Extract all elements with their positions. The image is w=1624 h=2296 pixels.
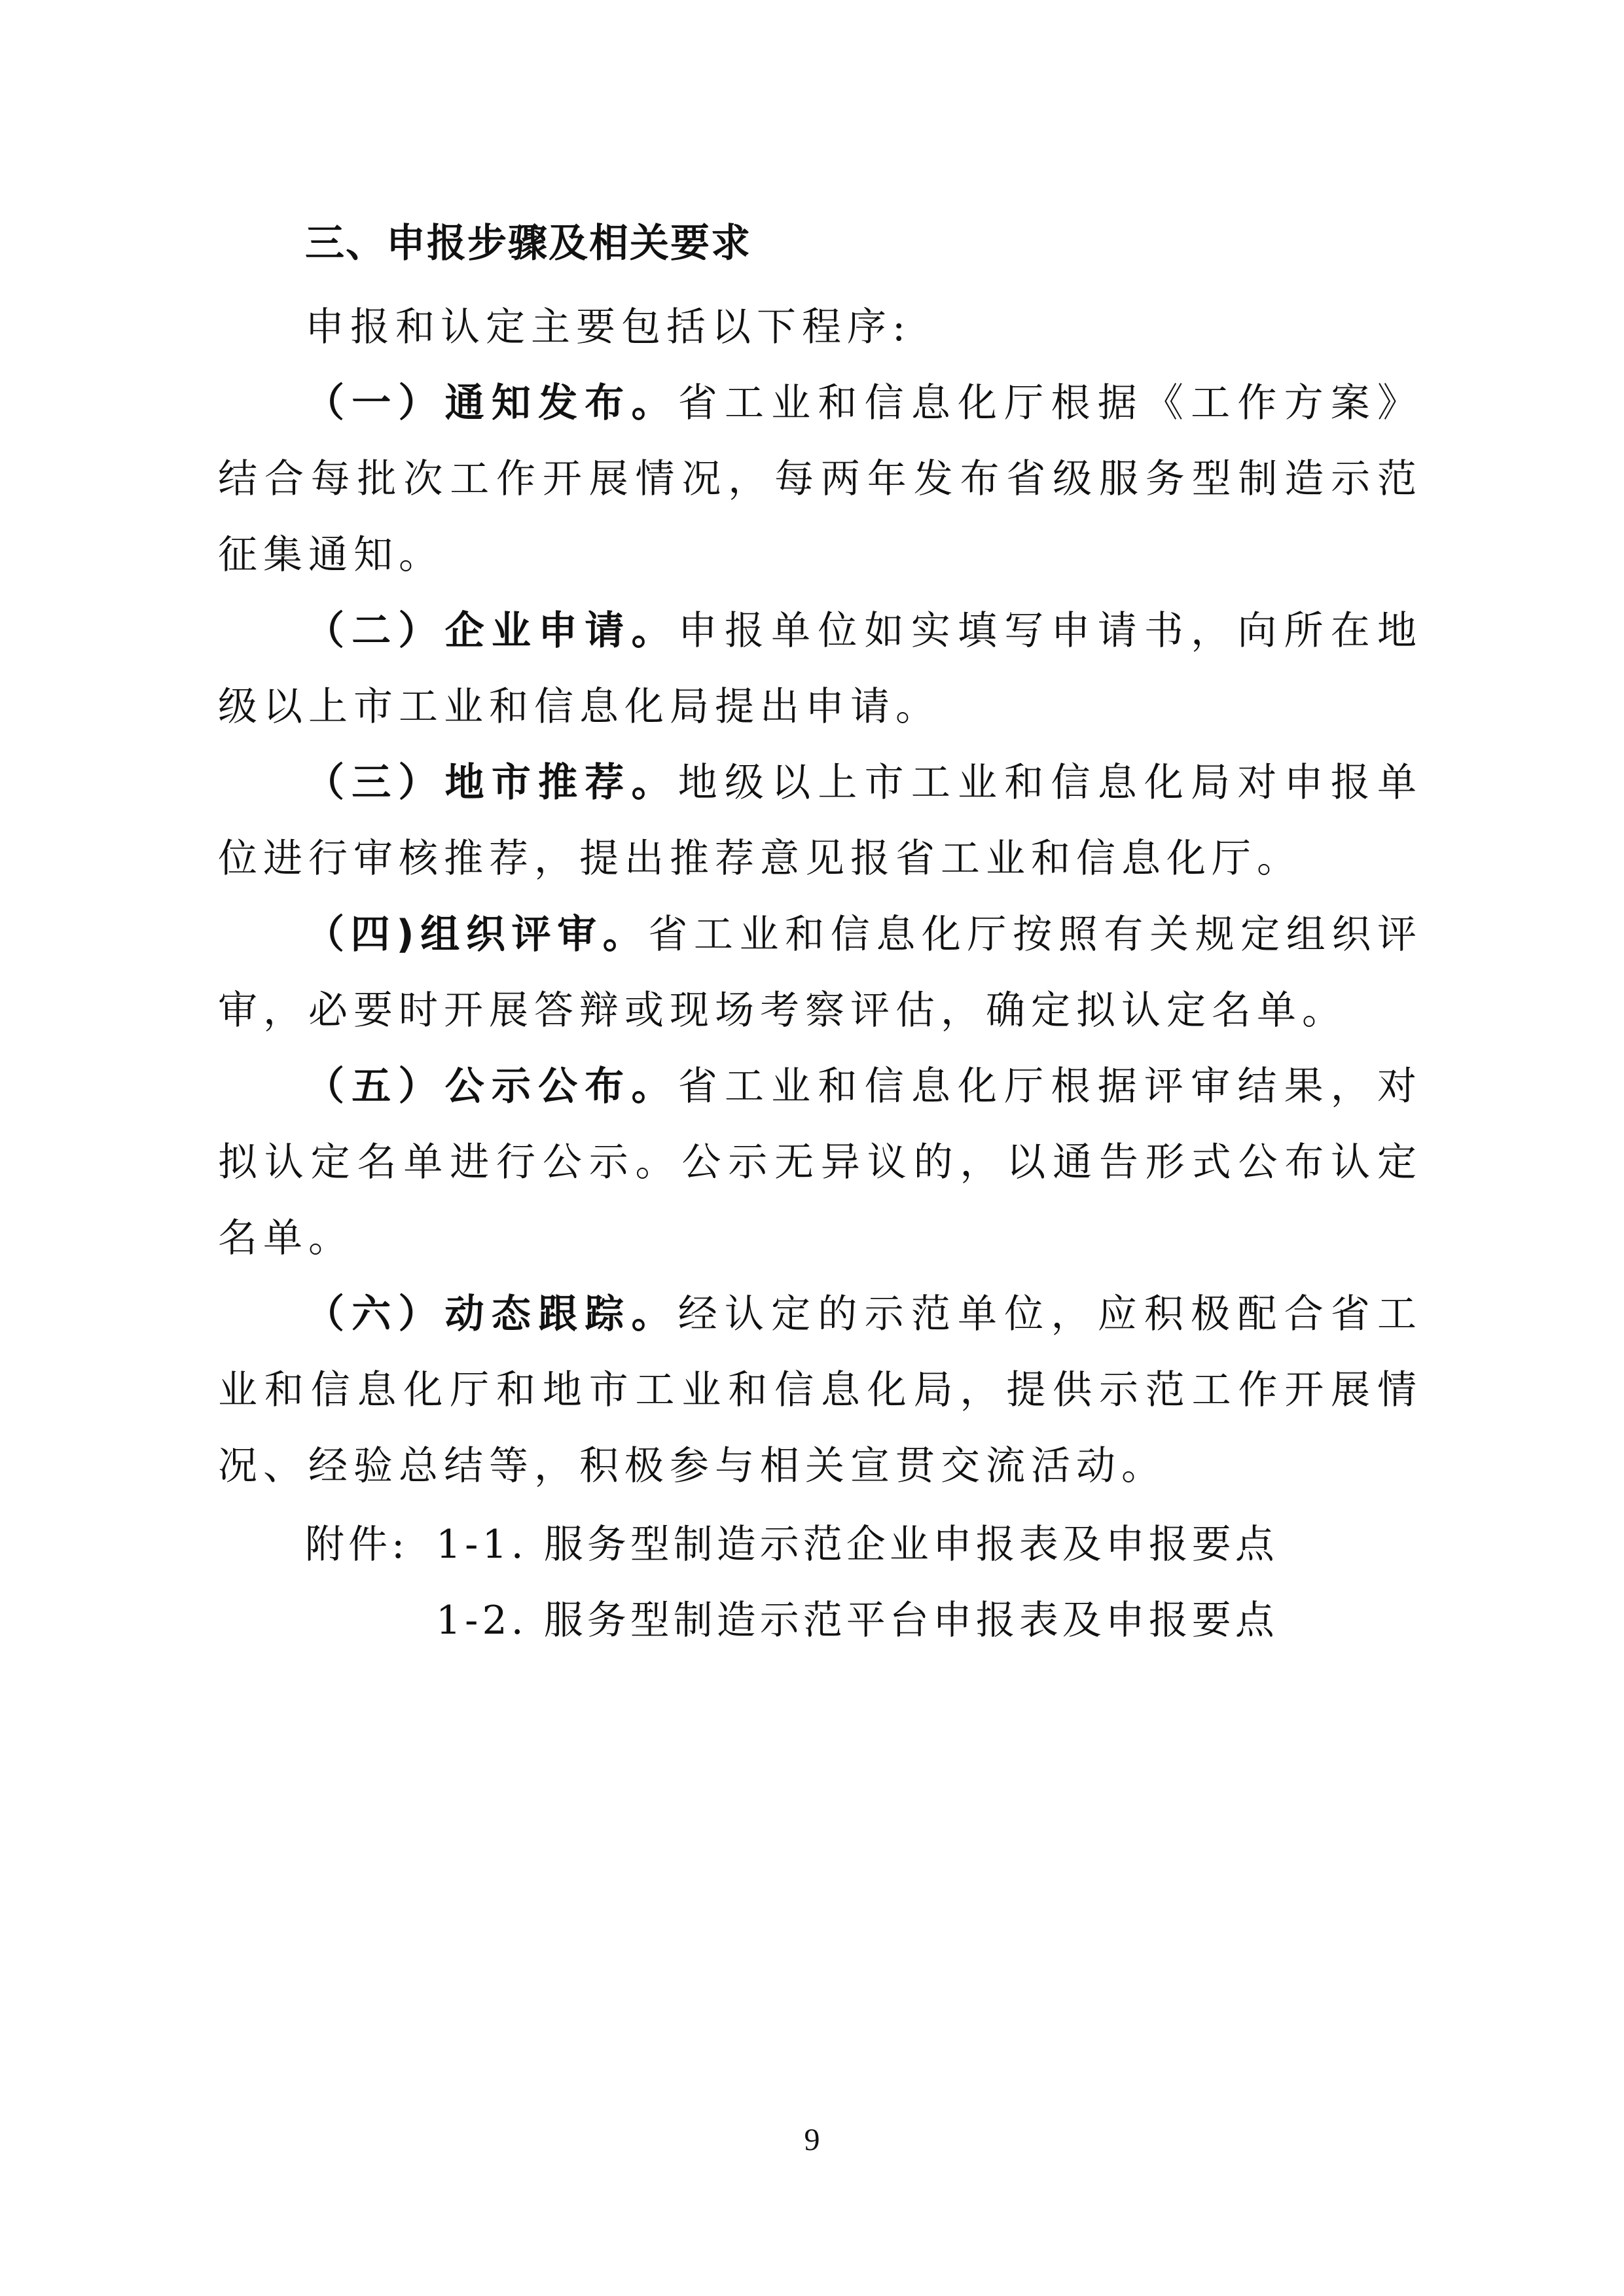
- step-text: 申报单位如实填写申请书，向所在地级以上市工业和信息化局提出申请。: [218, 608, 1423, 730]
- page-number: 9: [804, 2123, 820, 2157]
- step-paragraph-2: [218, 593, 1422, 745]
- step-paragraph-1: [218, 365, 1422, 593]
- step-text: 省工业和信息化厅根据评审结果，对拟认定名单进行公示。公示无异议的，以通告形式公布认定名单。: [218, 1064, 1423, 1261]
- attachment-row: [305, 1583, 1278, 1659]
- step-paragraph-5: [218, 1049, 1422, 1276]
- step-paragraph-6: [218, 1276, 1422, 1504]
- attachments-list: [305, 1507, 1278, 1659]
- step-title: （五）公示公布。: [305, 1064, 678, 1109]
- body-text: [218, 289, 1422, 1504]
- attachments-label: 附件:: [305, 1522, 409, 1568]
- step-text: 省工业和信息化厅按照有关规定组织评审，必要时开展答辩或现场考察评估，确定拟认定名单。: [218, 912, 1422, 1033]
- step-title: （二）企业申请。: [305, 608, 678, 654]
- step-text: 地级以上市工业和信息化局对申报单位进行审核推荐，提出推荐意见报省工业和信息化厅。: [218, 760, 1423, 882]
- step-title: （六）动态跟踪。: [305, 1291, 678, 1337]
- step-title: （四)组织评审。: [305, 912, 649, 958]
- step-text: 经认定的示范单位，应积极配合省工业和信息化厅和地市工业和信息化局，提供示范工作开展情况、经验总结等，积极参与相关宣贯交流活动。: [218, 1291, 1423, 1489]
- attachment-row: [305, 1507, 1278, 1583]
- attachment-indent: [305, 1583, 436, 1659]
- intro-paragraph: 申报和认定主要包括以下程序:: [305, 304, 912, 350]
- step-title: （三）地市推荐。: [305, 760, 678, 806]
- step-text: 省工业和信息化厅根据《工作方案》结合每批次工作开展情况，每两年发布省级服务型制造示范征集通知。: [218, 380, 1423, 578]
- attachment-item: 1-2. 服务型制造示范平台申报表及申报要点: [436, 1598, 1278, 1643]
- step-title: （一）通知发布。: [305, 380, 678, 426]
- step-paragraph-4: [218, 897, 1422, 1049]
- step-paragraph-3: [218, 745, 1422, 897]
- attachment-item: 1-1. 服务型制造示范企业申报表及申报要点: [436, 1522, 1278, 1568]
- section-heading: 三、申报步骤及相关要求: [305, 221, 751, 266]
